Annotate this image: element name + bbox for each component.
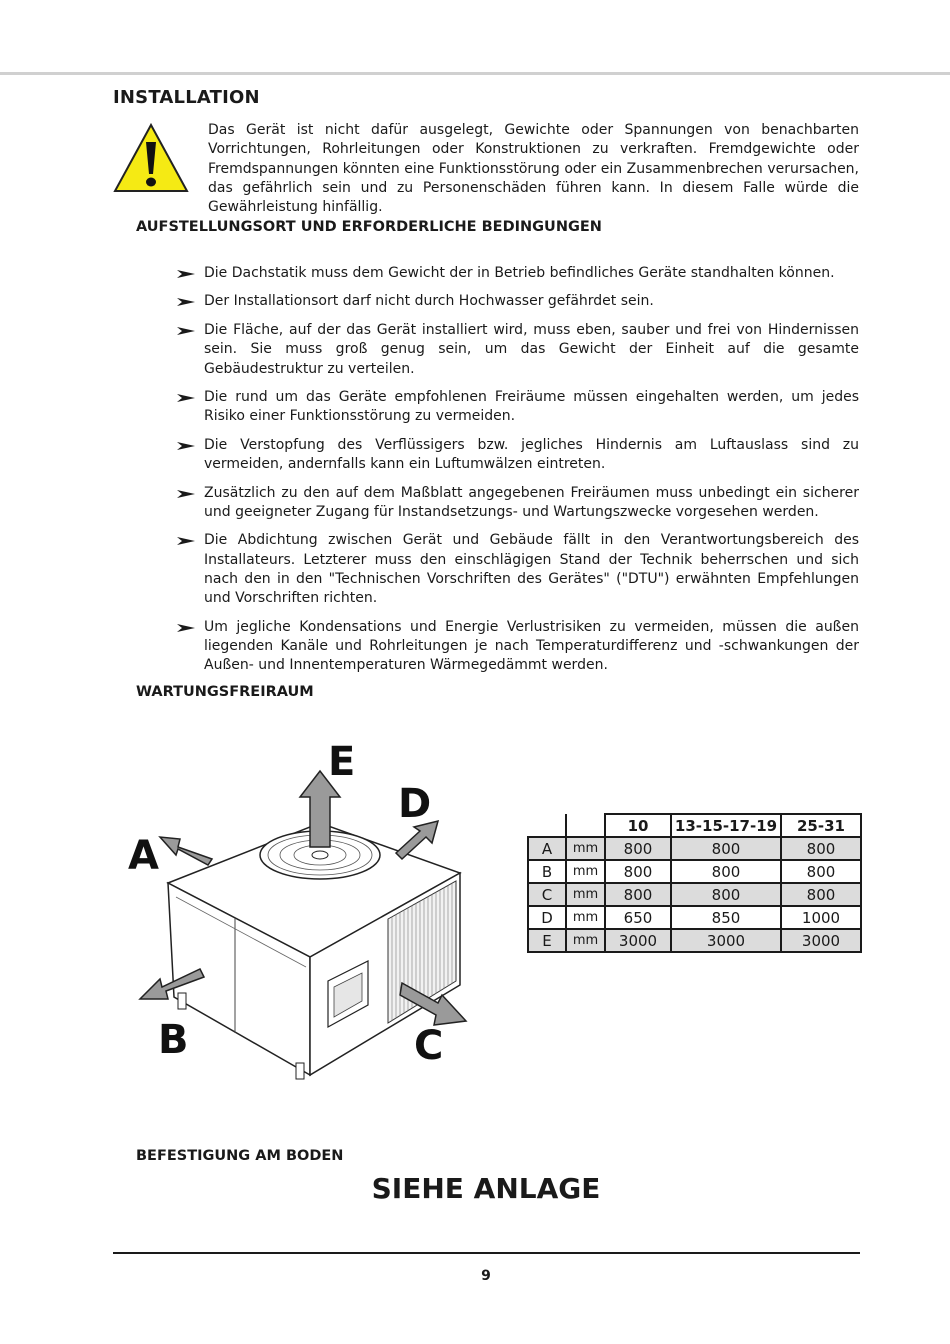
row-label: D — [528, 906, 566, 929]
table-row — [528, 837, 861, 860]
label-d: D — [398, 781, 432, 827]
warning-text: Das Gerät ist nicht dafür ausgelegt, Gewichte oder Spannungen von benachbarten Vorrichtungen, Rohrleitungen oder Konstruktionen zu verkraften. Fremdgewichte oder Fremdspannungen könnten eine Funktionsstörung oder ein Zusammenbrechen verursachen, das gefährlich sein und zu Personenschäden führen kann. In diesem Falle würde die Gewährleistung hinfällig. — [208, 122, 859, 216]
arrow-a — [160, 837, 212, 865]
row-unit: mm — [566, 860, 605, 883]
warning-triangle-icon — [112, 122, 190, 194]
page-number: 9 — [481, 1268, 491, 1284]
arrow-bullet-icon — [176, 623, 196, 633]
clearance-table — [527, 813, 862, 953]
list-item — [176, 436, 859, 475]
list-item-text: Die Dachstatik muss dem Gewicht der in Betrieb befindliches Geräte standhalten können. — [204, 265, 835, 281]
arrow-bullet-icon — [176, 393, 196, 403]
table-header-row — [528, 814, 861, 837]
label-a: A — [128, 833, 159, 879]
cell-value: 800 — [605, 837, 671, 860]
col-header: 10 — [605, 814, 671, 837]
top-rule — [0, 72, 950, 75]
label-e: E — [328, 739, 356, 785]
list-item — [176, 264, 859, 283]
list-item-text: Der Installationsort darf nicht durch Hochwasser gefährdet sein. — [204, 293, 654, 310]
cell-value: 3000 — [605, 929, 671, 952]
list-item — [176, 618, 859, 676]
arrow-bullet-icon — [176, 489, 196, 499]
table-corner — [566, 814, 605, 837]
row-label: B — [528, 860, 566, 883]
service-title: WARTUNGSFREIRAUM — [136, 684, 314, 700]
row-label: E — [528, 929, 566, 952]
cell-value: 800 — [605, 860, 671, 883]
list-item — [176, 531, 859, 608]
section-title: INSTALLATION — [113, 87, 260, 108]
cell-value: 1000 — [781, 906, 861, 929]
cell-value: 800 — [781, 860, 861, 883]
list-item — [176, 388, 859, 427]
row-unit: mm — [566, 883, 605, 906]
list-item-text: Die rund um das Geräte empfohlenen Freiräume müssen eingehalten werden, um jedes Risiko einer Funktionsstörung zu vermeiden. — [204, 389, 859, 425]
cell-value: 800 — [671, 837, 781, 860]
cell-value: 3000 — [671, 929, 781, 952]
table-row — [528, 883, 861, 906]
cell-value: 800 — [605, 883, 671, 906]
cell-value: 800 — [671, 860, 781, 883]
label-c: C — [414, 1023, 444, 1069]
col-header: 25-31 — [781, 814, 861, 837]
list-item-text: Die Verstopfung des Verflüssigers bzw. jegliches Hindernis am Luftauslass sind zu vermeiden, andernfalls kann ein Luftumwälzen eintreten. — [204, 436, 859, 473]
row-label: C — [528, 883, 566, 906]
floor-reference: SIEHE ANLAGE — [371, 1172, 601, 1205]
cell-value: 3000 — [781, 929, 861, 952]
row-unit: mm — [566, 837, 605, 860]
table-row — [528, 906, 861, 929]
bottom-rule — [113, 1252, 860, 1254]
arrow-bullet-icon — [176, 297, 196, 307]
cell-value: 800 — [671, 883, 781, 906]
floor-title: BEFESTIGUNG AM BODEN — [136, 1148, 344, 1164]
arrow-bullet-icon — [176, 326, 196, 336]
list-item-text: Zusätzlich zu den auf dem Maßblatt angegebenen Freiräumen muss unbedingt ein sicherer und geeigneter Zugang für Instandsetzungs- und Wartungszwecke vorgesehen werden. — [204, 484, 859, 520]
cell-value: 650 — [605, 906, 671, 929]
table-row — [528, 860, 861, 883]
list-item-text: Die Abdichtung zwischen Gerät und Gebäude fällt in den Verantwortungsbereich des Installateurs. Letzterer muss den einschlägigen Stand der Technik beherrschen und sich nach den in den "Technischen Vorschriften des Gerätes" ("DTU") erwähnten Empfehlungen und Vorschriften richten. — [204, 532, 859, 607]
table-corner — [528, 814, 566, 837]
arrow-bullet-icon — [176, 269, 196, 279]
list-item — [176, 484, 859, 523]
col-header: 13-15-17-19 — [671, 814, 781, 837]
row-unit: mm — [566, 929, 605, 952]
list-item-text: Die Fläche, auf der das Gerät installiert wird, muss eben, sauber und frei von Hindernissen sein. Sie muss groß genug sein, um das Gewicht der Einheit auf die gesamte Gebäudestruktur zu verteilen. — [204, 321, 859, 377]
list-item — [176, 292, 859, 311]
arrow-bullet-icon — [176, 441, 196, 451]
row-label: A — [528, 837, 566, 860]
unit-clearance-diagram — [120, 735, 480, 1085]
list-item — [176, 321, 859, 379]
row-unit: mm — [566, 906, 605, 929]
list-item-text: Um jegliche Kondensations und Energie Verlustrisiken zu vermeiden, müssen die außen liegenden Kanäle und Rohrleitungen je nach Temperaturdifferenz und -schwankungen der Außen- und Innentemperaturen Wärmegedämmt werden. — [204, 618, 859, 674]
table-row — [528, 929, 861, 952]
cell-value: 850 — [671, 906, 781, 929]
label-b: B — [158, 1017, 189, 1063]
location-list — [176, 264, 859, 685]
cell-value: 800 — [781, 837, 861, 860]
location-title: AUFSTELLUNGSORT UND ERFORDERLICHE BEDINGUNGEN — [136, 219, 602, 235]
cell-value: 800 — [781, 883, 861, 906]
arrow-bullet-icon — [176, 536, 196, 546]
